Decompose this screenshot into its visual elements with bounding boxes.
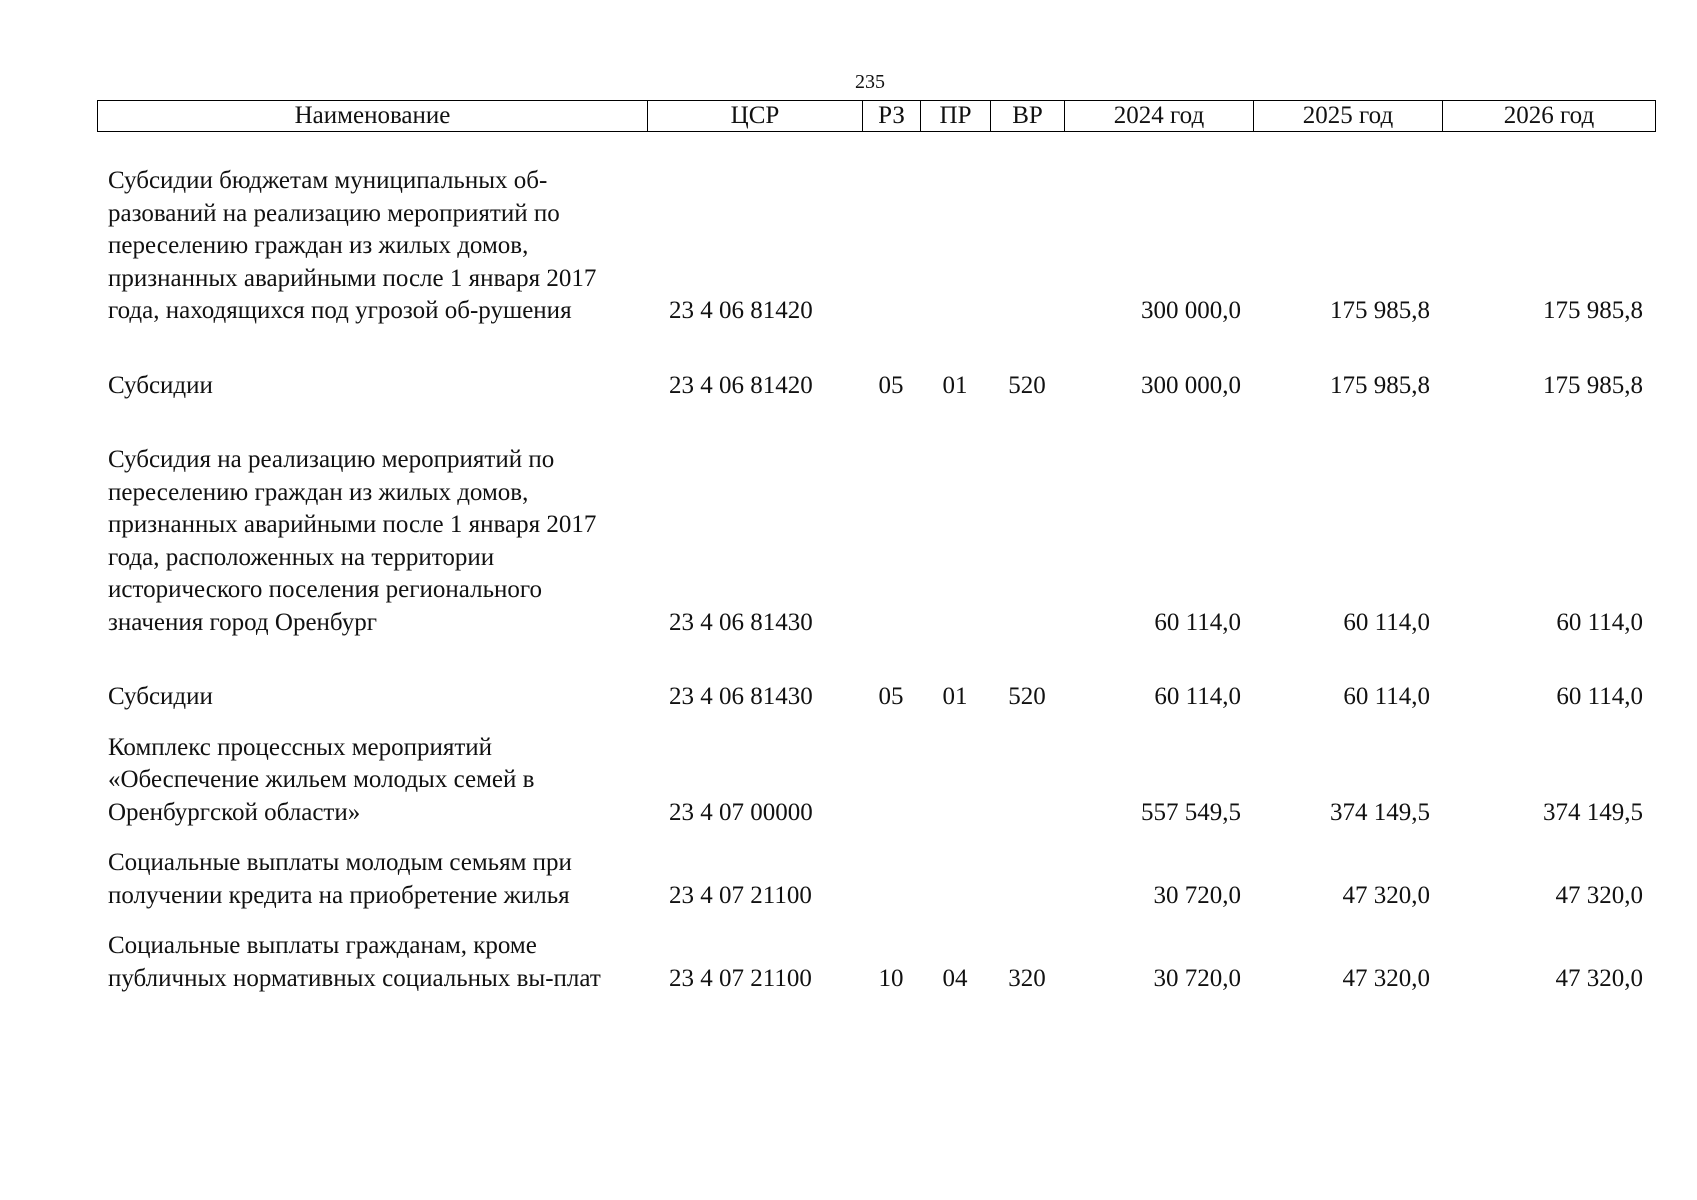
row-name: Социальные выплаты молодым семьям при получении кредита на приобретение жилья	[108, 849, 572, 909]
column-header-vr: ВР	[991, 101, 1065, 132]
row-vr	[990, 165, 1064, 328]
row-rz	[862, 732, 920, 830]
row-pr	[920, 847, 990, 912]
row-2025: 47 320,0	[1342, 964, 1430, 992]
row-rz	[862, 847, 920, 912]
row-2024: 557 549,5	[1141, 798, 1241, 826]
column-header-2024: 2024 год	[1065, 101, 1254, 132]
row-2024: 30 720,0	[1153, 964, 1241, 992]
row-2026: 374 149,5	[1543, 798, 1643, 826]
row-2026: 175 985,8	[1543, 371, 1643, 399]
row-csr: 23 4 06 81420	[669, 371, 813, 399]
row-2025: 60 114,0	[1343, 683, 1430, 710]
row-2024: 60 114,0	[1154, 608, 1241, 636]
page-number: 235	[855, 71, 885, 93]
row-csr: 23 4 07 21100	[669, 964, 812, 992]
row-csr: 23 4 06 81430	[669, 683, 813, 710]
table-row	[97, 732, 1655, 830]
row-pr: 01	[942, 683, 968, 710]
row-pr	[920, 732, 990, 830]
row-2026: 60 114,0	[1556, 608, 1643, 636]
row-pr: 04	[942, 964, 968, 992]
column-header-rz: РЗ	[863, 101, 921, 132]
row-rz: 10	[878, 964, 904, 992]
row-vr: 520	[1008, 371, 1046, 399]
table-row	[97, 444, 1655, 639]
table-row	[97, 165, 1655, 328]
table-row	[97, 847, 1655, 912]
row-vr	[990, 847, 1064, 912]
row-2024: 30 720,0	[1153, 881, 1241, 909]
row-csr: 23 4 06 81420	[669, 297, 813, 324]
row-2025: 175 985,8	[1330, 297, 1430, 324]
row-2026: 60 114,0	[1556, 683, 1643, 710]
row-vr: 320	[1008, 964, 1046, 992]
row-2026: 175 985,8	[1543, 297, 1643, 324]
row-2026: 47 320,0	[1555, 881, 1643, 909]
row-2024: 300 000,0	[1141, 371, 1241, 399]
row-pr	[920, 444, 990, 639]
row-2024: 300 000,0	[1141, 297, 1241, 324]
row-rz: 05	[878, 683, 904, 710]
table-row	[97, 370, 1655, 403]
row-rz	[862, 165, 920, 328]
row-csr: 23 4 07 00000	[669, 798, 813, 826]
row-2026: 47 320,0	[1555, 964, 1643, 992]
row-2025: 47 320,0	[1342, 881, 1430, 909]
row-pr	[920, 165, 990, 328]
row-csr: 23 4 07 21100	[669, 881, 812, 909]
table-row	[97, 930, 1655, 995]
column-header-pr: ПР	[921, 101, 991, 132]
column-header-name: Наименование	[98, 101, 648, 132]
row-2025: 374 149,5	[1330, 798, 1430, 826]
row-rz: 05	[878, 371, 904, 399]
column-header-csr: ЦСР	[648, 101, 863, 132]
row-csr: 23 4 06 81430	[669, 608, 813, 636]
column-header-2026: 2026 год	[1443, 101, 1656, 132]
table-row	[97, 681, 1655, 714]
row-vr	[990, 732, 1064, 830]
row-2025: 60 114,0	[1343, 608, 1430, 636]
budget-table	[97, 165, 1655, 995]
row-vr: 520	[1008, 683, 1046, 710]
row-rz	[862, 444, 920, 639]
row-name: Субсидии	[108, 683, 213, 710]
row-name: Субсидии бюджетам муниципальных об-разований на реализацию мероприятий по переселению граждан из жилых домов, признанных аварийными после 1 января 2017 года, находящихся под угрозой об-рушения	[108, 167, 597, 324]
row-name: Социальные выплаты гражданам, кроме публичных нормативных социальных вы-плат	[108, 932, 601, 992]
row-2024: 60 114,0	[1154, 683, 1241, 710]
row-name: Субсидия на реализацию мероприятий по переселению граждан из жилых домов, признанных аварийными после 1 января 2017 года, расположенных на территории исторического поселения регионального значения город Оренбург	[108, 446, 597, 636]
row-name: Комплекс процессных мероприятий «Обеспечение жильем молодых семей в Оренбургской области»	[108, 733, 535, 826]
row-vr	[990, 444, 1064, 639]
table-header	[97, 100, 1656, 132]
row-name: Субсидии	[108, 371, 213, 399]
row-pr: 01	[942, 371, 968, 399]
column-header-2025: 2025 год	[1254, 101, 1443, 132]
row-2025: 175 985,8	[1330, 371, 1430, 399]
